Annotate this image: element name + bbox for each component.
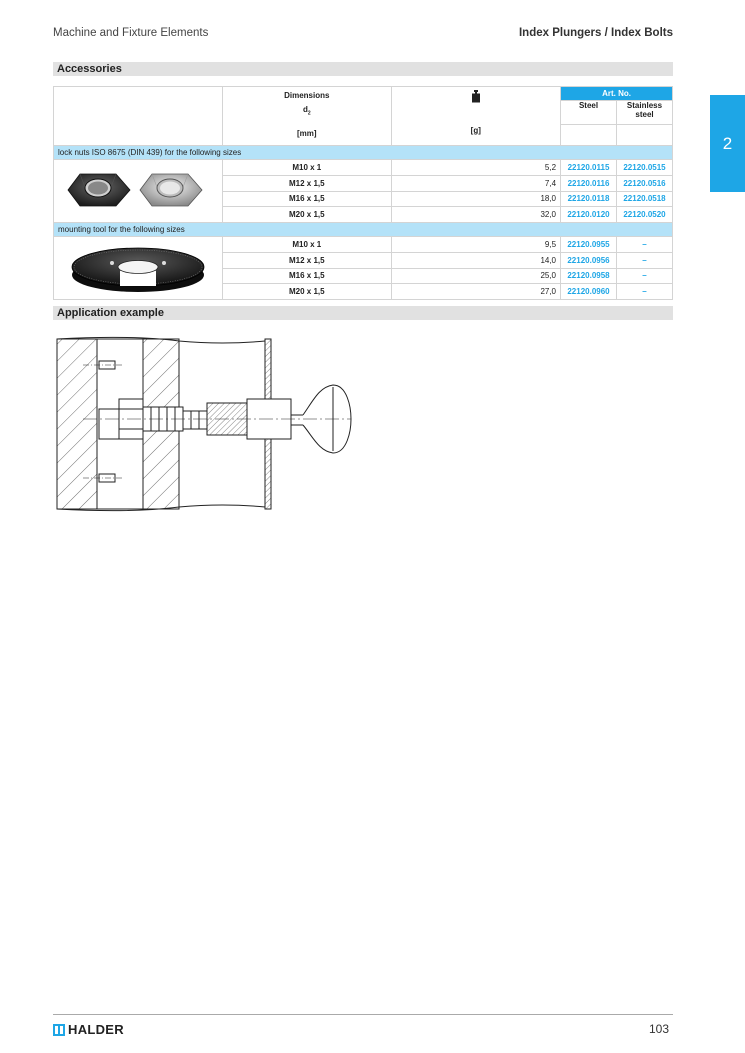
dimensions-label: Dimensions bbox=[284, 91, 330, 100]
weight-icon bbox=[396, 90, 556, 103]
art-no-stainless: – bbox=[616, 268, 672, 284]
header-blank-stainless bbox=[616, 125, 672, 146]
art-no-stainless[interactable]: 22120.0516 bbox=[616, 175, 672, 191]
d2-letter: d bbox=[302, 105, 308, 114]
art-no-steel[interactable]: 22120.0115 bbox=[561, 160, 617, 176]
art-no-stainless: – bbox=[616, 252, 672, 268]
page-number: 103 bbox=[648, 1022, 669, 1036]
weight-cell: 32,0 bbox=[391, 207, 560, 223]
unit-g: [g] bbox=[470, 126, 481, 135]
art-no-stainless: – bbox=[616, 237, 672, 253]
steel-header: Steel bbox=[561, 101, 617, 125]
art-no-steel[interactable]: 22120.0956 bbox=[561, 252, 617, 268]
size-cell: M10 x 1 bbox=[223, 160, 392, 176]
category-lock-nuts: lock nuts ISO 8675 (DIN 439) for the following sizes bbox=[54, 146, 673, 160]
halder-logo-text: HALDER bbox=[68, 1022, 124, 1037]
application-example-drawing bbox=[53, 331, 353, 512]
d2-label bbox=[227, 105, 387, 117]
weight-cell: 14,0 bbox=[391, 252, 560, 268]
art-no-steel[interactable]: 22120.0120 bbox=[561, 207, 617, 223]
running-header-right: Index Plungers / Index Bolts bbox=[518, 27, 673, 39]
weight-cell: 5,2 bbox=[391, 160, 560, 176]
accessories-table bbox=[53, 86, 673, 300]
section-title-accessories: Accessories bbox=[53, 62, 673, 76]
chapter-tab[interactable]: 2 bbox=[710, 95, 745, 192]
header-blank-cell bbox=[54, 87, 223, 146]
size-cell: M16 x 1,5 bbox=[223, 191, 392, 207]
mounting-tool-image bbox=[54, 237, 222, 297]
size-cell: M10 x 1 bbox=[223, 237, 392, 253]
header-blank-steel bbox=[561, 125, 617, 146]
dimensions-header bbox=[223, 87, 392, 146]
weight-cell: 25,0 bbox=[391, 268, 560, 284]
weight-cell: 7,4 bbox=[391, 175, 560, 191]
art-no-steel[interactable]: 22120.0958 bbox=[561, 268, 617, 284]
weight-cell: 9,5 bbox=[391, 237, 560, 253]
weight-cell: 27,0 bbox=[391, 284, 560, 300]
art-no-stainless[interactable]: 22120.0520 bbox=[616, 207, 672, 223]
size-cell: M12 x 1,5 bbox=[223, 252, 392, 268]
section-title-application: Application example bbox=[53, 306, 673, 320]
halder-logo-icon bbox=[53, 1024, 65, 1036]
art-no-stainless: – bbox=[616, 284, 672, 300]
category-mounting-tool: mounting tool for the following sizes bbox=[54, 223, 673, 237]
art-no-steel[interactable]: 22120.0118 bbox=[561, 191, 617, 207]
halder-logo bbox=[53, 1022, 124, 1037]
art-no-steel[interactable]: 22120.0960 bbox=[561, 284, 617, 300]
art-no-steel[interactable]: 22120.0116 bbox=[561, 175, 617, 191]
lock-nut-image-cell bbox=[54, 160, 223, 223]
d2-subscript: 2 bbox=[307, 110, 311, 117]
mounting-tool-image-cell bbox=[54, 237, 223, 300]
size-cell: M20 x 1,5 bbox=[223, 284, 392, 300]
art-no-stainless[interactable]: 22120.0515 bbox=[616, 160, 672, 176]
weight-cell: 18,0 bbox=[391, 191, 560, 207]
size-cell: M16 x 1,5 bbox=[223, 268, 392, 284]
stainless-header: Stainless steel bbox=[616, 101, 672, 125]
art-no-stainless[interactable]: 22120.0518 bbox=[616, 191, 672, 207]
size-cell: M20 x 1,5 bbox=[223, 207, 392, 223]
running-header-left: Machine and Fixture Elements bbox=[53, 27, 209, 39]
weight-header bbox=[391, 87, 560, 146]
art-no-steel[interactable]: 22120.0955 bbox=[561, 237, 617, 253]
unit-mm: [mm] bbox=[297, 128, 317, 138]
lock-nut-image bbox=[54, 160, 222, 220]
footer-rule bbox=[53, 1014, 673, 1015]
size-cell: M12 x 1,5 bbox=[223, 175, 392, 191]
art-no-header: Art. No. bbox=[561, 87, 673, 101]
